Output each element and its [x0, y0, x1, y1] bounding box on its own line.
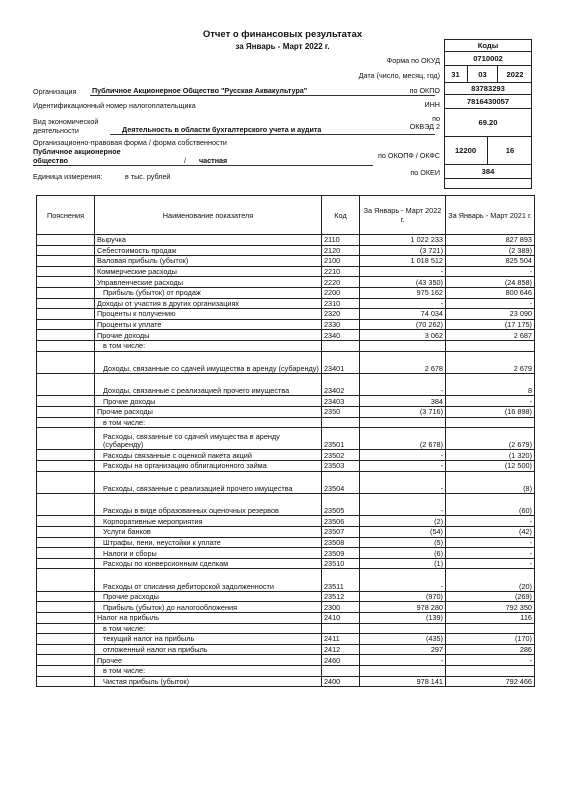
okopf-label: по ОКОПФ / ОКФС [378, 151, 440, 160]
date-month: 03 [468, 66, 498, 83]
row-name: Прибыль (убыток) до налогообложения [95, 602, 322, 613]
inn-row-label: Идентификационный номер налогоплательщика [33, 101, 196, 110]
row-notes [37, 558, 95, 569]
row-code: 23501 [322, 428, 360, 450]
row-current-value: (6) [360, 548, 446, 559]
row-code: 23403 [322, 396, 360, 407]
table-row [37, 569, 535, 591]
row-notes [37, 676, 95, 687]
row-current-value [360, 623, 446, 634]
table-row [37, 396, 535, 407]
row-current-value: - [360, 655, 446, 666]
org-underline [90, 95, 435, 96]
row-previous-value: - [446, 396, 535, 407]
row-notes [37, 309, 95, 320]
row-code: 23507 [322, 527, 360, 538]
row-name: Налоги и сборы [95, 548, 322, 559]
row-notes [37, 235, 95, 246]
row-current-value: 74 034 [360, 309, 446, 320]
row-name: Управленческие расходы [95, 277, 322, 288]
row-previous-value: (12 500) [446, 461, 535, 472]
okud-value: 0710002 [444, 52, 532, 66]
legal-form-label: Организационно-правовая форма / форма собственности [33, 138, 227, 147]
row-current-value [360, 417, 446, 428]
table-row [37, 665, 535, 676]
org-label: Организация [33, 87, 77, 96]
row-notes [37, 655, 95, 666]
row-name: Проценты к уплате [95, 319, 322, 330]
row-name: Коммерческие расходы [95, 266, 322, 277]
row-name: Расходы по конверсионным сделкам [95, 558, 322, 569]
row-code: 2220 [322, 277, 360, 288]
row-previous-value: 827 893 [446, 235, 535, 246]
okved-label-1: по [432, 114, 440, 123]
row-previous-value: 116 [446, 613, 535, 624]
table-row [37, 644, 535, 655]
okud-label: Форма по ОКУД [386, 56, 440, 65]
row-current-value: 1 018 512 [360, 256, 446, 267]
table-row [37, 461, 535, 472]
legal-form-underline [33, 165, 373, 166]
row-notes [37, 634, 95, 645]
row-name: Чистая прибыль (убыток) [95, 676, 322, 687]
table-row [37, 428, 535, 450]
row-name: Прибыль (убыток) от продаж [95, 287, 322, 298]
row-notes [37, 245, 95, 256]
unit-label: Единица измерения: [33, 172, 103, 181]
row-notes [37, 256, 95, 267]
row-current-value: 3 062 [360, 330, 446, 341]
row-name: Корпоративные мероприятия [95, 516, 322, 527]
row-previous-value: (42) [446, 527, 535, 538]
row-current-value: 978 141 [360, 676, 446, 687]
row-previous-value: - [446, 266, 535, 277]
row-code: 2210 [322, 266, 360, 277]
table-row [37, 298, 535, 309]
row-current-value: (435) [360, 634, 446, 645]
row-code: 23502 [322, 450, 360, 461]
row-name: Доходы от участия в других организациях [95, 298, 322, 309]
row-notes [37, 665, 95, 676]
row-notes [37, 266, 95, 277]
row-name: в том числе: [95, 340, 322, 351]
row-current-value: - [360, 569, 446, 591]
col-notes-header: Пояснения [37, 196, 95, 235]
row-code: 23509 [322, 548, 360, 559]
table-header-row [37, 196, 535, 235]
table-row [37, 655, 535, 666]
table-row [37, 319, 535, 330]
row-code: 2310 [322, 298, 360, 309]
row-name: Штрафы, пени, неустойки к уплате [95, 537, 322, 548]
okfs-value: 16 [488, 137, 532, 165]
row-previous-value: 8 [446, 373, 535, 395]
row-notes [37, 277, 95, 288]
row-previous-value: (2 679) [446, 428, 535, 450]
row-previous-value: 800 646 [446, 287, 535, 298]
okopf-value: 12200 [444, 137, 488, 165]
table-row [37, 330, 535, 341]
row-current-value: (139) [360, 613, 446, 624]
table-row [37, 527, 535, 538]
row-notes [37, 406, 95, 417]
row-current-value: - [360, 373, 446, 395]
row-previous-value [446, 340, 535, 351]
row-current-value: (2 678) [360, 428, 446, 450]
row-previous-value: - [446, 548, 535, 559]
activity-underline [110, 134, 435, 135]
inn-value: 7816430057 [444, 95, 532, 109]
row-previous-value: - [446, 655, 535, 666]
row-code: 23401 [322, 351, 360, 373]
row-name: в том числе: [95, 623, 322, 634]
row-code: 2412 [322, 644, 360, 655]
row-name: Прочие доходы [95, 330, 322, 341]
row-name: Прочие расходы [95, 591, 322, 602]
row-notes [37, 623, 95, 634]
row-notes [37, 527, 95, 538]
row-code [322, 665, 360, 676]
row-current-value: - [360, 450, 446, 461]
row-notes [37, 396, 95, 407]
ownership-value: частная [199, 156, 228, 165]
row-current-value [360, 340, 446, 351]
row-name: Расходы, связанные с реализацией прочего имущества [95, 471, 322, 493]
row-code [322, 623, 360, 634]
table-row [37, 558, 535, 569]
row-code: 2340 [322, 330, 360, 341]
table-row [37, 591, 535, 602]
table-row [37, 494, 535, 516]
row-name: Расходы от списания дебиторской задолженности [95, 569, 322, 591]
table-row [37, 277, 535, 288]
table-row [37, 634, 535, 645]
date-year: 2022 [498, 66, 532, 83]
row-name: в том числе: [95, 665, 322, 676]
report-title: Отчет о финансовых результатах [202, 29, 363, 40]
row-current-value: (1) [360, 558, 446, 569]
row-notes [37, 428, 95, 450]
row-current-value: 975 162 [360, 287, 446, 298]
row-code: 23511 [322, 569, 360, 591]
row-previous-value [446, 623, 535, 634]
row-code: 23512 [322, 591, 360, 602]
legal-form-value-2: общество [33, 156, 69, 165]
row-notes [37, 602, 95, 613]
row-previous-value: (17 175) [446, 319, 535, 330]
row-code: 2120 [322, 245, 360, 256]
row-name: Услуги банков [95, 527, 322, 538]
table-row [37, 351, 535, 373]
row-name: Расходы на организацию облигационного займа [95, 461, 322, 472]
row-current-value: 297 [360, 644, 446, 655]
table-row [37, 235, 535, 246]
table-row [37, 623, 535, 634]
row-previous-value: - [446, 516, 535, 527]
table-row [37, 516, 535, 527]
unit-value: в тыс. рублей [125, 172, 171, 181]
row-previous-value: 23 090 [446, 309, 535, 320]
legal-form-slash: / [184, 156, 186, 165]
row-name: Прочие доходы [95, 396, 322, 407]
row-previous-value: (2 389) [446, 245, 535, 256]
row-previous-value: 286 [446, 644, 535, 655]
row-previous-value: 2 679 [446, 351, 535, 373]
table-row [37, 602, 535, 613]
row-current-value: 978 280 [360, 602, 446, 613]
row-code: 2100 [322, 256, 360, 267]
row-notes [37, 340, 95, 351]
row-name: в том числе: [95, 417, 322, 428]
row-current-value: - [360, 471, 446, 493]
col-name-header: Наименование показателя [95, 196, 322, 235]
row-code: 23503 [322, 461, 360, 472]
table-row [37, 471, 535, 493]
row-code: 2330 [322, 319, 360, 330]
row-notes [37, 287, 95, 298]
row-name: Прочие расходы [95, 406, 322, 417]
okpo-value: 83783293 [444, 83, 532, 95]
row-name: отложенный налог на прибыль [95, 644, 322, 655]
row-code: 23510 [322, 558, 360, 569]
row-notes [37, 591, 95, 602]
row-current-value: (70 262) [360, 319, 446, 330]
date-day: 31 [444, 66, 468, 83]
row-previous-value: (269) [446, 591, 535, 602]
row-previous-value: (24 858) [446, 277, 535, 288]
row-notes [37, 319, 95, 330]
row-previous-value: (1 320) [446, 450, 535, 461]
row-previous-value [446, 417, 535, 428]
row-code: 23508 [322, 537, 360, 548]
row-current-value: - [360, 298, 446, 309]
col-code-header: Код [322, 196, 360, 235]
row-code: 2411 [322, 634, 360, 645]
col-previous-header: За Январь - Март 2021 г. [446, 196, 535, 235]
row-previous-value: (16 898) [446, 406, 535, 417]
row-code: 23504 [322, 471, 360, 493]
col-current-header: За Январь - Март 2022 г. [360, 196, 446, 235]
okei-value: 384 [444, 165, 532, 179]
row-code: 2300 [322, 602, 360, 613]
date-label: Дата (число, месяц, год) [358, 71, 440, 80]
row-current-value: (3 721) [360, 245, 446, 256]
row-current-value: (54) [360, 527, 446, 538]
row-previous-value: - [446, 298, 535, 309]
table-row [37, 266, 535, 277]
table-row [37, 676, 535, 687]
row-previous-value: 2 687 [446, 330, 535, 341]
org-value: Публичное Акционерное Общество "Русская Аквакультура" [92, 86, 308, 95]
row-notes [37, 373, 95, 395]
table-row [37, 450, 535, 461]
row-code: 2410 [322, 613, 360, 624]
okved-label-2: ОКВЭД 2 [409, 122, 440, 131]
row-notes [37, 450, 95, 461]
row-current-value: (5) [360, 537, 446, 548]
row-name: Расходы, связанные со сдачей имущества в аренду (субаренду) [95, 428, 322, 450]
row-previous-value: 825 504 [446, 256, 535, 267]
row-notes [37, 516, 95, 527]
row-previous-value [446, 665, 535, 676]
row-name: текущий налог на прибыль [95, 634, 322, 645]
row-current-value: - [360, 494, 446, 516]
report-period: за Январь - Март 2022 г. [235, 42, 330, 51]
row-notes [37, 461, 95, 472]
codes-header: Коды [444, 39, 532, 52]
row-notes [37, 298, 95, 309]
row-current-value [360, 665, 446, 676]
row-name: Проценты к получению [95, 309, 322, 320]
row-name: Доходы, связанные с реализацией прочего имущества [95, 373, 322, 395]
table-row [37, 373, 535, 395]
row-code: 2320 [322, 309, 360, 320]
row-code [322, 340, 360, 351]
row-previous-value: (8) [446, 471, 535, 493]
row-notes [37, 644, 95, 655]
table-row [37, 340, 535, 351]
financial-results-table [36, 195, 535, 687]
table-row [37, 256, 535, 267]
row-current-value: (970) [360, 591, 446, 602]
row-previous-value: (20) [446, 569, 535, 591]
okei-label: по ОКЕИ [410, 168, 440, 177]
activity-label-1: Вид экономической [33, 117, 99, 126]
activity-value: Деятельность в области бухгалтерского учета и аудита [122, 125, 322, 134]
row-code: 2110 [322, 235, 360, 246]
row-notes [37, 537, 95, 548]
row-current-value: - [360, 266, 446, 277]
row-current-value: 384 [360, 396, 446, 407]
row-name: Доходы, связанные со сдачей имущества в аренду (субаренду) [95, 351, 322, 373]
row-notes [37, 569, 95, 591]
table-row [37, 287, 535, 298]
table-row [37, 613, 535, 624]
row-current-value: (2) [360, 516, 446, 527]
row-code: 23505 [322, 494, 360, 516]
table-row [37, 548, 535, 559]
row-name: Прочее [95, 655, 322, 666]
table-row [37, 309, 535, 320]
row-current-value: (43 350) [360, 277, 446, 288]
row-notes [37, 548, 95, 559]
row-notes [37, 494, 95, 516]
row-name: Валовая прибыль (убыток) [95, 256, 322, 267]
row-previous-value: (170) [446, 634, 535, 645]
table-row [37, 406, 535, 417]
table-row [37, 417, 535, 428]
row-name: Выручка [95, 235, 322, 246]
row-previous-value: 792 466 [446, 676, 535, 687]
row-notes [37, 613, 95, 624]
row-code: 2460 [322, 655, 360, 666]
row-previous-value: - [446, 558, 535, 569]
row-name: Расходы в виде образованных оценочных резервов [95, 494, 322, 516]
row-current-value: - [360, 461, 446, 472]
row-current-value: 1 022 233 [360, 235, 446, 246]
row-current-value: 2 678 [360, 351, 446, 373]
row-code: 23506 [322, 516, 360, 527]
table-row [37, 537, 535, 548]
row-code: 2400 [322, 676, 360, 687]
okved-value: 69.20 [444, 109, 532, 137]
row-code: 2350 [322, 406, 360, 417]
table-row [37, 245, 535, 256]
legal-form-value-1: Публичное акционерное [33, 147, 121, 156]
row-notes [37, 330, 95, 341]
row-name: Себестоимость продаж [95, 245, 322, 256]
inn-label: ИНН [424, 100, 440, 109]
row-code: 2200 [322, 287, 360, 298]
row-name: Расходы связанные с оценкой пакета акций [95, 450, 322, 461]
row-previous-value: - [446, 537, 535, 548]
row-previous-value: (60) [446, 494, 535, 516]
row-code: 23402 [322, 373, 360, 395]
row-notes [37, 471, 95, 493]
row-notes [37, 351, 95, 373]
row-code [322, 417, 360, 428]
okpo-label: по ОКПО [409, 86, 440, 95]
row-previous-value: 792 350 [446, 602, 535, 613]
activity-label-2: деятельности [33, 126, 79, 135]
row-notes [37, 417, 95, 428]
row-name: Налог на прибыль [95, 613, 322, 624]
row-current-value: (3 716) [360, 406, 446, 417]
